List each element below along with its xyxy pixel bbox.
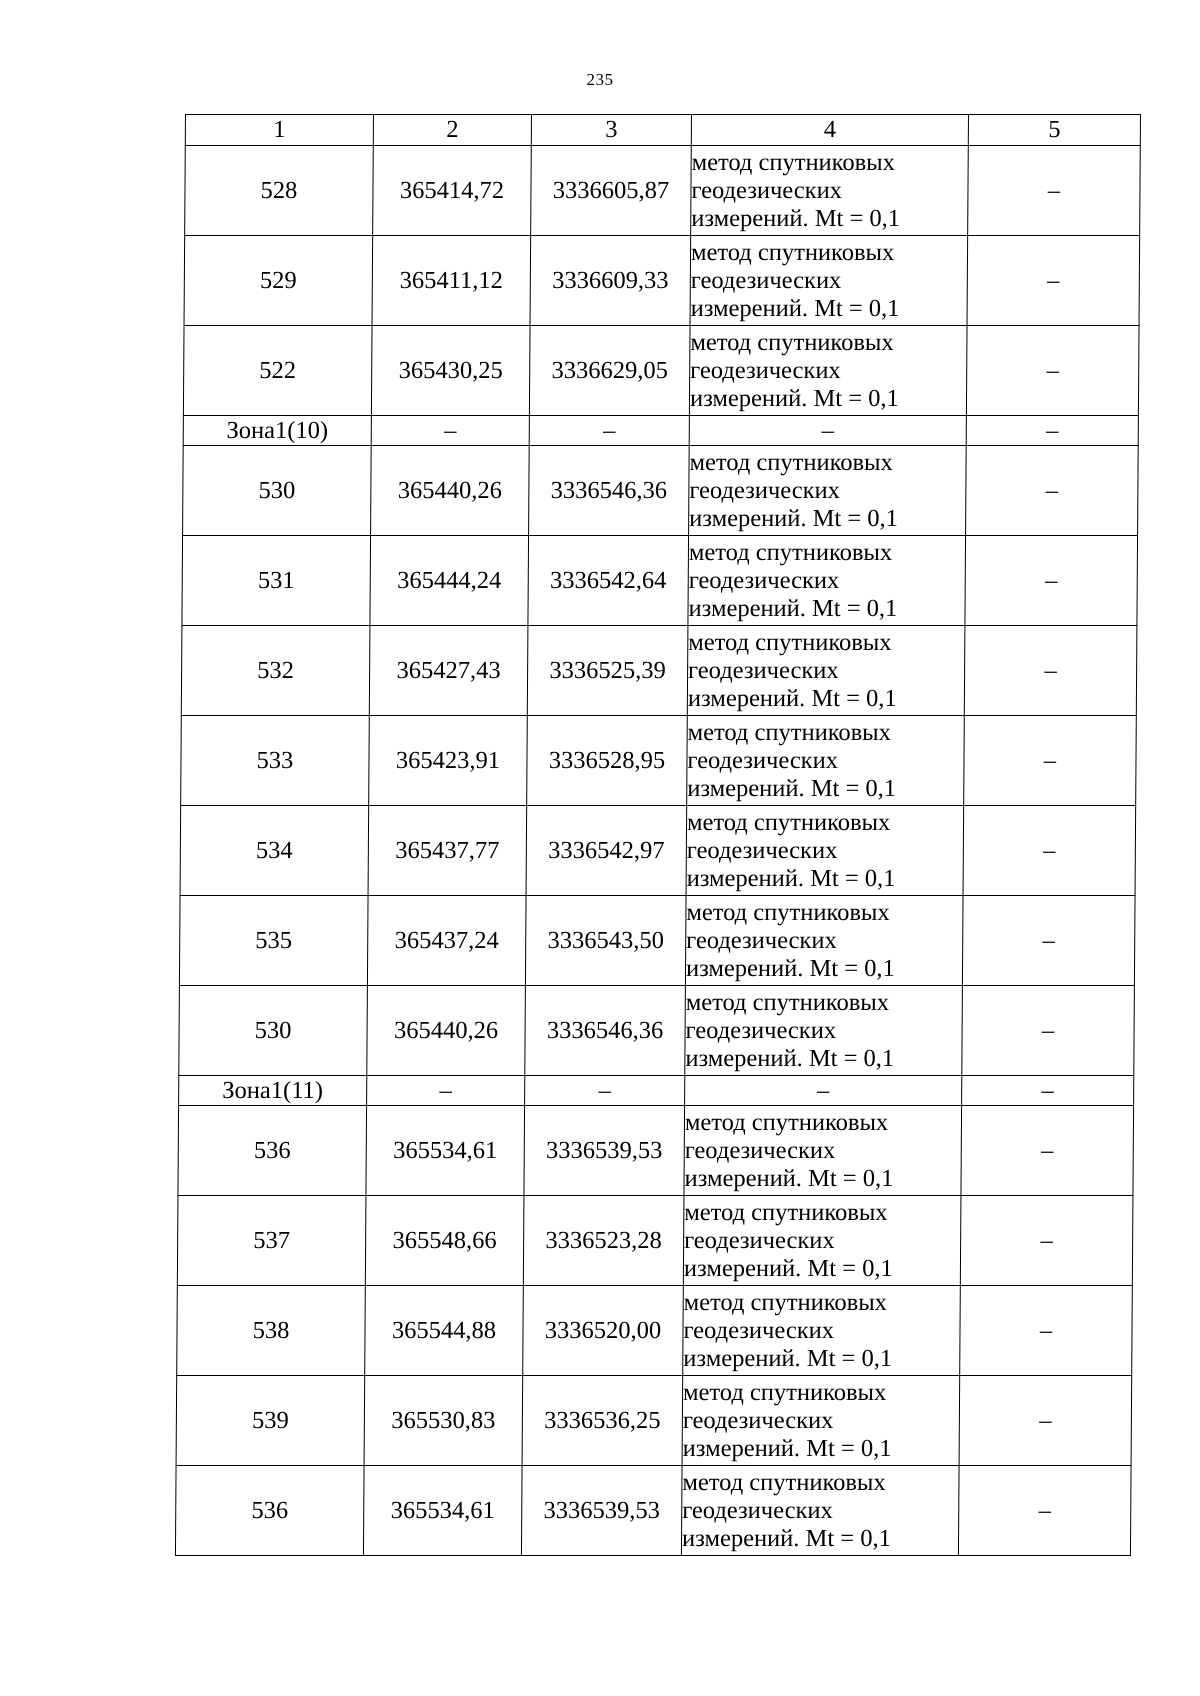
- x-coordinate-cell: 365437,77: [368, 806, 527, 896]
- method-cell: [691, 146, 969, 236]
- column-header-1: 1: [185, 115, 373, 146]
- point-number-cell: 536: [175, 1466, 364, 1556]
- method-cell: [683, 1286, 961, 1376]
- point-number-cell: 539: [176, 1376, 365, 1466]
- y-coordinate-cell: 3336546,36: [529, 446, 690, 536]
- note-cell: –: [961, 1106, 1134, 1196]
- note-cell: –: [965, 536, 1138, 626]
- table-row: [179, 896, 1135, 986]
- note-cell: –: [958, 1466, 1131, 1556]
- x-coordinate-cell: 365548,66: [365, 1196, 524, 1286]
- page-number: 235: [586, 70, 614, 89]
- zone-label-cell: Зона1(11): [179, 1076, 367, 1106]
- method-line: геодезических: [686, 926, 837, 954]
- y-coordinate-cell: 3336542,97: [526, 806, 687, 896]
- point-number-cell: 536: [178, 1106, 367, 1196]
- method-line: геодезических: [688, 656, 839, 684]
- method-cell: [687, 626, 965, 716]
- method-line: геодезических: [683, 1316, 835, 1344]
- note-cell: –: [962, 1076, 1134, 1106]
- point-number-cell: 528: [185, 146, 374, 236]
- column-header-4: 4: [691, 115, 968, 146]
- table-row: [183, 326, 1139, 416]
- y-coordinate-cell: 3336539,53: [521, 1466, 682, 1556]
- table-row: [182, 536, 1138, 626]
- point-number-cell: 532: [181, 626, 370, 716]
- note-cell: –: [959, 1376, 1132, 1466]
- method-line: измерений. Mt = 0,1: [685, 954, 895, 982]
- zone-label-cell: Зона1(10): [183, 416, 371, 446]
- method-line: измерений. Mt = 0,1: [685, 1044, 895, 1072]
- method-line: метод спутниковых: [688, 538, 893, 566]
- note-cell: –: [960, 1286, 1133, 1376]
- method-cell: [681, 1466, 959, 1556]
- method-line: измерений. Mt = 0,1: [682, 1434, 892, 1462]
- table-row: [181, 716, 1137, 806]
- x-coordinate-cell: 365427,43: [369, 626, 528, 716]
- y-coordinate-cell: 3336542,64: [528, 536, 689, 626]
- method-cell: –: [689, 416, 966, 446]
- note-cell: –: [960, 1196, 1133, 1286]
- method-line: измерений. Mt = 0,1: [691, 204, 901, 232]
- note-cell: –: [966, 326, 1139, 416]
- note-cell: –: [968, 146, 1141, 236]
- table-row: [177, 1286, 1133, 1376]
- column-header-2: 2: [373, 115, 531, 146]
- y-coordinate-cell: 3336523,28: [523, 1196, 684, 1286]
- method-line: измерений. Mt = 0,1: [686, 864, 896, 892]
- y-coordinate-cell: 3336520,00: [523, 1286, 684, 1376]
- method-line: метод спутниковых: [688, 628, 892, 656]
- method-cell: [686, 806, 964, 896]
- table-header-row: [185, 115, 1140, 146]
- x-coordinate-cell: –: [371, 416, 529, 446]
- point-number-cell: 537: [177, 1196, 366, 1286]
- method-line: геодезических: [691, 176, 843, 204]
- table-row: [181, 626, 1137, 716]
- method-line: метод спутниковых: [683, 1288, 888, 1316]
- x-coordinate-cell: 365534,61: [366, 1106, 525, 1196]
- method-line: метод спутниковых: [690, 328, 894, 356]
- y-coordinate-cell: 3336543,50: [525, 896, 686, 986]
- column-header-3: 3: [531, 115, 691, 146]
- method-cell: [682, 1376, 960, 1466]
- method-cell: –: [685, 1076, 962, 1106]
- method-line: геодезических: [689, 476, 841, 504]
- method-line: метод спутниковых: [685, 988, 890, 1016]
- method-line: измерений. Mt = 0,1: [683, 1344, 893, 1372]
- method-line: метод спутниковых: [682, 1468, 886, 1496]
- method-line: геодезических: [690, 266, 842, 294]
- y-coordinate-cell: 3336539,53: [524, 1106, 685, 1196]
- y-coordinate-cell: –: [529, 416, 689, 446]
- x-coordinate-cell: 365534,61: [363, 1466, 522, 1556]
- table-row: [177, 1196, 1133, 1286]
- method-line: геодезических: [690, 356, 841, 384]
- x-coordinate-cell: –: [367, 1076, 525, 1106]
- method-line: геодезических: [684, 1226, 835, 1254]
- method-line: измерений. Mt = 0,1: [690, 294, 900, 322]
- method-line: измерений. Mt = 0,1: [687, 684, 897, 712]
- method-cell: [690, 236, 968, 326]
- method-line: геодезических: [687, 746, 839, 774]
- point-number-cell: 533: [181, 716, 370, 806]
- y-coordinate-cell: 3336528,95: [527, 716, 688, 806]
- x-coordinate-cell: 365430,25: [371, 326, 530, 416]
- method-line: метод спутниковых: [686, 898, 890, 926]
- zone-row: [179, 1076, 1134, 1106]
- note-cell: –: [963, 806, 1136, 896]
- y-coordinate-cell: –: [525, 1076, 685, 1106]
- x-coordinate-cell: 365444,24: [370, 536, 529, 626]
- method-line: измерений. Mt = 0,1: [684, 1164, 894, 1192]
- column-header-5: 5: [968, 115, 1140, 146]
- method-line: геодезических: [686, 836, 838, 864]
- method-line: измерений. Mt = 0,1: [683, 1254, 893, 1282]
- method-cell: [689, 446, 967, 536]
- method-cell: [685, 896, 963, 986]
- method-line: измерений. Mt = 0,1: [689, 384, 899, 412]
- table-body: [175, 146, 1140, 1556]
- note-cell: –: [966, 446, 1139, 536]
- method-line: геодезических: [682, 1496, 833, 1524]
- method-line: метод спутниковых: [691, 148, 896, 176]
- method-cell: [684, 1106, 962, 1196]
- method-line: геодезических: [682, 1406, 834, 1434]
- note-cell: –: [962, 986, 1135, 1076]
- method-cell: [683, 1196, 961, 1286]
- x-coordinate-cell: 365411,12: [372, 236, 531, 326]
- y-coordinate-cell: 3336546,36: [525, 986, 686, 1076]
- note-cell: –: [964, 626, 1137, 716]
- table-row: [176, 1376, 1132, 1466]
- method-line: геодезических: [688, 566, 840, 594]
- table-row: [184, 236, 1140, 326]
- zone-row: [183, 416, 1138, 446]
- coordinates-table: [175, 114, 1141, 1556]
- method-line: измерений. Mt = 0,1: [688, 594, 898, 622]
- x-coordinate-cell: 365414,72: [373, 146, 532, 236]
- y-coordinate-cell: 3336629,05: [529, 326, 690, 416]
- method-line: метод спутниковых: [689, 448, 893, 476]
- x-coordinate-cell: 365440,26: [371, 446, 530, 536]
- method-line: метод спутниковых: [684, 1108, 889, 1136]
- table-row: [183, 446, 1139, 536]
- y-coordinate-cell: 3336525,39: [527, 626, 688, 716]
- x-coordinate-cell: 365440,26: [367, 986, 526, 1076]
- method-line: метод спутниковых: [686, 808, 891, 836]
- x-coordinate-cell: 365437,24: [367, 896, 526, 986]
- table-row: [179, 986, 1135, 1076]
- x-coordinate-cell: 365530,83: [364, 1376, 523, 1466]
- method-line: метод спутниковых: [684, 1198, 888, 1226]
- table-row: [175, 1466, 1131, 1556]
- y-coordinate-cell: 3336605,87: [531, 146, 692, 236]
- point-number-cell: 530: [179, 986, 368, 1076]
- x-coordinate-cell: 365544,88: [365, 1286, 524, 1376]
- method-line: измерений. Mt = 0,1: [681, 1524, 891, 1552]
- point-number-cell: 534: [180, 806, 369, 896]
- point-number-cell: 530: [183, 446, 372, 536]
- table-row: [185, 146, 1141, 236]
- method-line: метод спутниковых: [682, 1378, 887, 1406]
- note-cell: –: [967, 236, 1140, 326]
- method-cell: [687, 716, 965, 806]
- x-coordinate-cell: 365423,91: [369, 716, 528, 806]
- method-cell: [689, 326, 967, 416]
- method-cell: [688, 536, 966, 626]
- method-cell: [685, 986, 963, 1076]
- point-number-cell: 522: [183, 326, 372, 416]
- point-number-cell: 535: [179, 896, 368, 986]
- table-row: [180, 806, 1136, 896]
- note-cell: –: [966, 416, 1138, 446]
- method-line: измерений. Mt = 0,1: [687, 774, 897, 802]
- note-cell: –: [962, 896, 1135, 986]
- method-line: измерений. Mt = 0,1: [689, 504, 899, 532]
- method-line: метод спутниковых: [687, 718, 892, 746]
- method-line: метод спутниковых: [690, 238, 895, 266]
- note-cell: –: [964, 716, 1137, 806]
- y-coordinate-cell: 3336536,25: [522, 1376, 683, 1466]
- point-number-cell: 538: [177, 1286, 366, 1376]
- method-line: геодезических: [685, 1016, 837, 1044]
- y-coordinate-cell: 3336609,33: [530, 236, 691, 326]
- point-number-cell: 529: [184, 236, 373, 326]
- method-line: геодезических: [684, 1136, 836, 1164]
- point-number-cell: 531: [182, 536, 371, 626]
- table-row: [178, 1106, 1134, 1196]
